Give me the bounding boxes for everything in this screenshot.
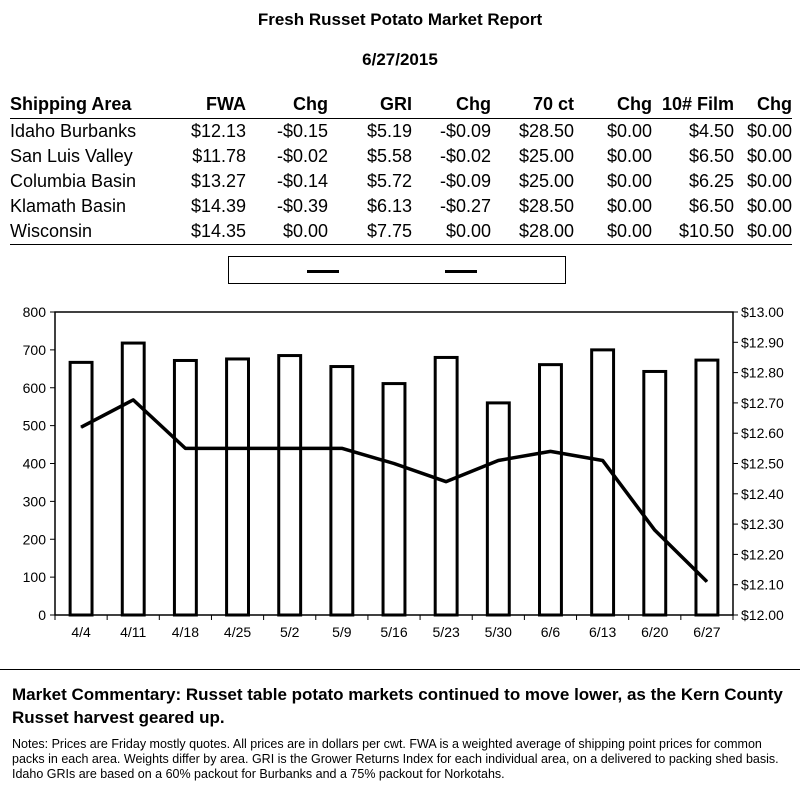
- report-date: 6/27/2015: [362, 50, 438, 69]
- legend-bar-symbol: [307, 270, 339, 273]
- table-cell: $0.00: [746, 196, 792, 216]
- table-cell: $7.75: [328, 219, 412, 245]
- table-cell: $0.00: [606, 146, 652, 166]
- left-axis-tick-label: 600: [22, 379, 46, 396]
- left-axis-tick-label: 0: [38, 607, 46, 623]
- left-axis-tick-label: 300: [22, 493, 46, 510]
- table-cell: $4.50: [688, 121, 734, 141]
- column-header: GRI: [328, 92, 412, 119]
- right-axis-tick-label: $12.50: [741, 455, 784, 472]
- table-cell: $0.00: [746, 146, 792, 166]
- x-axis-tick-label: 6/20: [641, 624, 669, 640]
- table-cell: $5.58: [366, 146, 412, 166]
- table-cell: -$0.02: [276, 146, 328, 166]
- left-axis-tick-label: 200: [22, 531, 46, 548]
- bar: [696, 360, 718, 615]
- table-cell: -$0.09: [439, 171, 491, 191]
- table-cell: $0.00: [606, 171, 652, 191]
- table-cell: $0.00: [746, 121, 792, 141]
- x-axis-tick-label: 5/23: [432, 624, 460, 640]
- table-cell: $0.00: [746, 171, 792, 191]
- market-commentary: Market Commentary: Russet table potato markets continued to move lower, as the Kern County Russet harvest geared up.: [12, 685, 783, 727]
- line-point: [185, 448, 186, 449]
- table-cell: Klamath Basin: [10, 196, 127, 216]
- table-cell: Wisconsin: [10, 219, 160, 245]
- table-cell: $6.13: [366, 196, 412, 216]
- table-cell: $6.25: [688, 171, 734, 191]
- bar: [70, 362, 92, 615]
- table-cell: $25.00: [518, 146, 574, 166]
- table-row: [10, 194, 792, 219]
- right-axis-tick-label: $12.40: [741, 485, 784, 502]
- table-cell: $25.00: [518, 171, 574, 191]
- table-cell: $28.00: [491, 219, 574, 245]
- table-cell: -$0.09: [439, 121, 491, 141]
- table-cell: $13.27: [190, 171, 246, 191]
- x-axis-tick-label: 5/30: [484, 624, 512, 640]
- line-point: [81, 427, 82, 428]
- table-cell: Idaho Burbanks: [10, 121, 137, 141]
- bar: [435, 357, 457, 615]
- left-axis-tick-label: 100: [22, 569, 46, 586]
- right-axis-tick-label: $12.60: [741, 425, 784, 442]
- column-header: 10# Film: [652, 92, 734, 119]
- column-header: 70 ct: [491, 92, 574, 119]
- table-cell: -$0.15: [276, 121, 328, 141]
- notes: Notes: Prices are Friday mostly quotes. All prices are in dollars per cwt. FWA is a weighted average of shipping point prices for common packs in each area. Weights differ by area. GRI is the Grower Returns Index for each individual area, on a delivered to packing shed basis. Idaho GRIs are based on a 60% packout for Burbanks and a 75% packout for Norkotahs.: [12, 737, 779, 781]
- table-cell: $5.72: [366, 171, 412, 191]
- table-cell: -$0.14: [276, 171, 328, 191]
- right-axis-tick-label: $12.20: [741, 546, 784, 563]
- bar: [592, 350, 614, 615]
- line-point: [289, 448, 290, 449]
- x-axis-tick-label: 5/2: [279, 624, 300, 640]
- right-axis-tick-label: $12.80: [741, 364, 784, 381]
- bar: [331, 367, 353, 615]
- bar: [644, 371, 666, 615]
- left-axis-tick-label: 500: [22, 417, 46, 434]
- column-header: Chg: [574, 92, 652, 119]
- table-cell: -$0.27: [439, 196, 491, 216]
- combo-chart: [0, 295, 800, 673]
- table-cell: $0.00: [606, 121, 652, 141]
- table-cell: $10.50: [652, 219, 734, 245]
- bar: [487, 403, 509, 615]
- x-axis-tick-label: 5/9: [332, 624, 352, 640]
- line-point: [498, 460, 499, 461]
- legend-line-symbol: [445, 270, 477, 273]
- table-row: [10, 144, 792, 169]
- x-axis-tick-label: 6/6: [540, 624, 561, 640]
- bar: [279, 356, 301, 615]
- chart-legend: [228, 256, 566, 284]
- table-header-row: [10, 92, 792, 119]
- column-header: Chg: [412, 92, 491, 119]
- right-axis-tick-label: $12.30: [741, 516, 784, 533]
- right-axis-tick-label: $12.70: [741, 394, 784, 411]
- table-cell: $12.13: [190, 121, 246, 141]
- table-cell: $11.78: [192, 146, 246, 166]
- table-cell: $0.00: [412, 219, 491, 245]
- table-cell: $0.00: [734, 219, 792, 245]
- table-cell: -$0.39: [276, 196, 328, 216]
- bar: [383, 384, 405, 615]
- x-axis-tick-label: 4/4: [71, 624, 91, 640]
- right-axis-tick-label: $13.00: [741, 304, 784, 320]
- bar: [540, 365, 562, 615]
- left-axis-tick-label: 400: [22, 455, 46, 472]
- x-axis-tick-label: 6/27: [693, 624, 721, 640]
- table-cell: $6.50: [688, 196, 734, 216]
- right-axis-tick-label: $12.90: [741, 334, 784, 351]
- table-cell: $14.39: [190, 196, 246, 216]
- line-point: [654, 530, 655, 531]
- line-point: [237, 448, 238, 449]
- table-cell: $0.00: [246, 219, 328, 245]
- right-axis-tick-label: $12.10: [741, 576, 784, 593]
- x-axis-tick-label: 5/16: [380, 624, 408, 640]
- left-axis-tick-label: 700: [22, 341, 46, 358]
- x-axis-tick-label: 4/18: [171, 624, 200, 640]
- table-cell: $0.00: [574, 219, 652, 245]
- column-header: Chg: [734, 92, 792, 119]
- table-row: [10, 219, 792, 245]
- table-row: [10, 119, 792, 145]
- bar: [227, 359, 249, 615]
- x-axis-tick-label: 4/11: [120, 624, 147, 640]
- line-point: [706, 581, 707, 582]
- line-point: [133, 399, 134, 400]
- table-cell: $5.19: [366, 121, 412, 141]
- column-header: Shipping Area: [10, 92, 160, 119]
- table-cell: -$0.02: [439, 146, 491, 166]
- right-axis-tick-label: $12.00: [741, 607, 784, 623]
- table-cell: Columbia Basin: [10, 171, 137, 191]
- line-point: [446, 481, 447, 482]
- line-point: [550, 451, 551, 452]
- table-cell: $14.35: [160, 219, 246, 245]
- column-header: FWA: [160, 92, 246, 119]
- table-cell: $28.50: [518, 196, 574, 216]
- x-axis-tick-label: 6/13: [588, 624, 617, 640]
- line-point: [602, 460, 603, 461]
- table-cell: San Luis Valley: [10, 146, 133, 166]
- line-point: [394, 463, 395, 464]
- line-point: [341, 448, 342, 449]
- table-row: [10, 169, 792, 194]
- table-cell: $0.00: [606, 196, 652, 216]
- column-header: Chg: [246, 92, 328, 119]
- report-title: Fresh Russet Potato Market Report: [257, 10, 543, 29]
- divider: [0, 669, 800, 670]
- bar: [122, 343, 144, 615]
- bar: [174, 360, 196, 615]
- left-axis-tick-label: 800: [22, 304, 46, 320]
- price-table: [10, 92, 792, 245]
- table-cell: $28.50: [518, 121, 574, 141]
- x-axis-tick-label: 4/25: [223, 624, 252, 640]
- table-cell: $6.50: [688, 146, 734, 166]
